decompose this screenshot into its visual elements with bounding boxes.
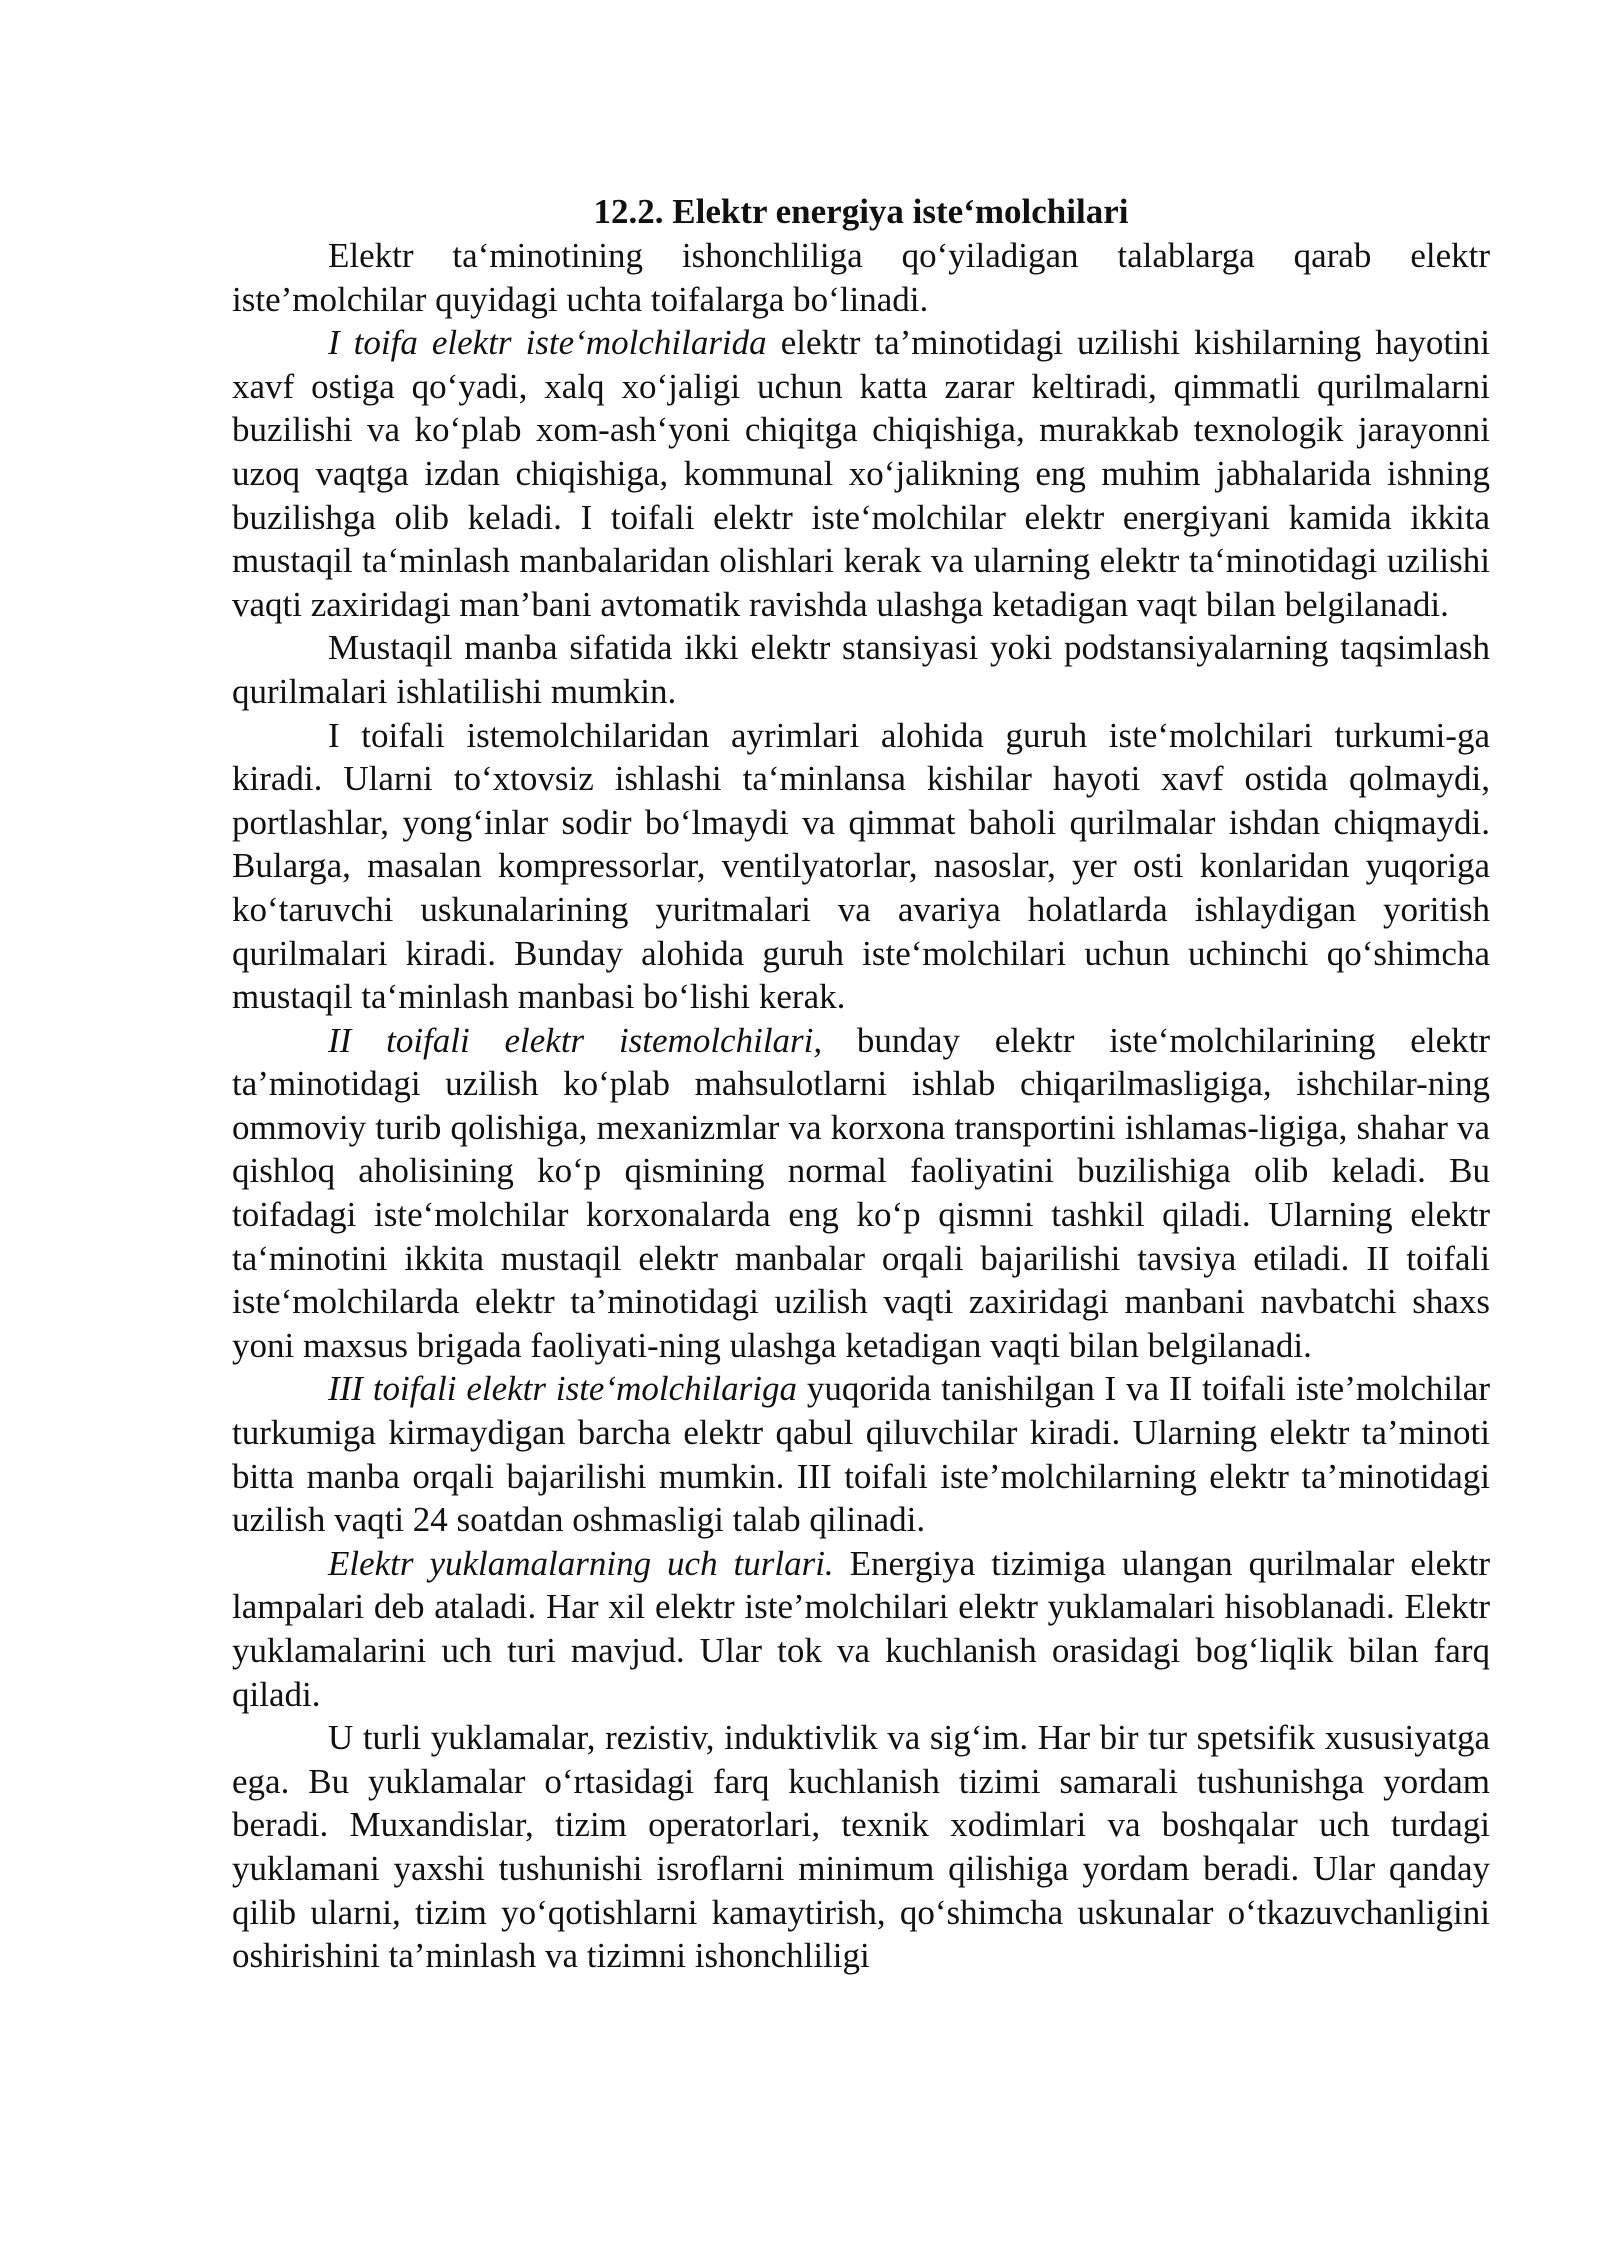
paragraph-load-details bbox=[232, 1716, 1490, 1978]
paragraph-text: I toifali istemolchilaridan ayrimlari alohida guruh iste‘molchilari turkumi-ga kiradi. Ularni to‘xtovsiz ishlashi ta‘minlansa kishilar hayoti xavf ostida qolmaydi, portlashlar, yong‘inlar sodir bo‘lmaydi va qimmat baholi qurilmalar ishdan chiqmaydi. Bularga, masalan kompressorlar, ventilyatorlar, nasoslar, yer osti konlaridan yuqoriga ko‘taruvchi uskunalarining yuritmalari va avariya holatlarda ishlaydigan yoritish qurilmalari kiradi. Bunday alohida guruh iste‘molchilari uchun uchinchi qo‘shimcha mustaqil ta‘minlash manbasi bo‘lishi kerak. bbox=[232, 715, 1490, 1017]
paragraph-text: yuqorida tanishilgan I va II toifali iste’molchilar turkumiga kirmaydigan barcha elektr qabul qiluvchilar kiradi. Ularning elektr ta’minoti bitta manba orqali bajarilishi mumkin. III toifali iste’molchilarning elektr ta’minotidagi uzilish vaqti 24 soatdan oshmasligi talab qilinadi. bbox=[232, 1369, 1490, 1540]
paragraph-lead: Elektr yuklamalarning uch turlari. bbox=[328, 1543, 834, 1583]
paragraph-independent-source bbox=[232, 626, 1490, 713]
paragraph-text: Elektr ta‘minotining ishonchliliga qo‘yiladigan talablarga qarab elektr iste’molchilar quyidagi uchta toifalarga bo‘linadi. bbox=[232, 236, 1490, 319]
paragraph-lead: I toifa elektr iste‘molchilarida bbox=[328, 323, 767, 363]
paragraph-load-types bbox=[232, 1542, 1490, 1716]
paragraph-intro bbox=[232, 234, 1490, 321]
paragraph-text: elektr ta’minotidagi uzilishi kishilarning hayotini xavf ostiga qo‘yadi, xalq xo‘jaligi uchun katta zarar keltiradi, qimmatli qurilmalarni buzilishi va ko‘plab xom-ash‘yoni chiqitga chiqishiga, murakkab texnologik jarayonni uzoq vaqtga izdan chiqishiga, kommunal xo‘jalikning eng muhim jabhalarida ishning buzilishga olib keladi. I toifali elektr iste‘molchilar elektr energiyani kamida ikkita mustaqil ta‘minlash manbalaridan olishlari kerak va ularning elektr ta‘minotidagi uzilishi vaqti zaxiridagi man’bani avtomatik ravishda ulashga ketadigan vaqt bilan belgilanadi. bbox=[232, 323, 1490, 624]
paragraph-text: bunday elektr iste‘molchilarining elektr ta’minotidagi uzilish ko‘plab mahsulotlarni ishlab chiqarilmasligiga, ishchilar-ning ommoviy turib qolishiga, mexanizmlar va korxona transportini ishlamas-ligiga, shahar va qishloq aholisining ko‘p qismining normal faoliyatini buzilishiga olib keladi. Bu toifadagi iste‘molchilar korxonalarda eng ko‘p qismni tashkil qiladi. Ularning elektr ta‘minotini ikkita mustaqil elektr manbalar orqali bajarilishi tavsiya etiladi. II toifali iste‘molchilarda elektr ta’minotidagi uzilish vaqti zaxiridagi manbani navbatchi shaxs yoni maxsus brigada faoliyati-ning ulashga ketadigan vaqti bilan belgilanadi. bbox=[232, 1020, 1490, 1365]
paragraph-text: Mustaqil manba sifatida ikki elektr stansiyasi yoki podstansiyalarning taqsimlash qurilmalari ishlatilishi mumkin. bbox=[232, 628, 1490, 711]
paragraph-category-3 bbox=[232, 1367, 1490, 1541]
paragraph-special-group bbox=[232, 714, 1490, 1019]
paragraph-lead: II toifali elektr istemolchilari, bbox=[328, 1020, 823, 1060]
section-title: 12.2. Elektr energiya iste‘molchilari bbox=[593, 192, 1129, 231]
document-page bbox=[232, 190, 1490, 1978]
paragraph-category-1 bbox=[232, 321, 1490, 626]
paragraph-text: Energiya tizimiga ulangan qurilmalar elektr lampalari deb ataladi. Har xil elektr iste’molchilari elektr yuklamalari hisoblanadi. Elektr yuklamalarini uch turi mavjud. Ular tok va kuchlanish orasidagi bog‘liqlik bilan farq qiladi. bbox=[232, 1543, 1490, 1714]
paragraph-lead: III toifali elektr iste‘molchilariga bbox=[328, 1369, 797, 1409]
paragraph-text: U turli yuklamalar, rezistiv, induktivlik va sig‘im. Har bir tur spetsifik xususiyatga ega. Bu yuklamalar o‘rtasidagi farq kuchlanish tizimi samarali tushunishga yordam beradi. Muxandislar, tizim operatorlari, texnik xodimlari va boshqalar uch turdagi yuklamani yaxshi tushunishi isroflarni minimum qilishiga yordam beradi. Ular qanday qilib ularni, tizim yo‘qotishlarni kamaytirish, qo‘shimcha uskunalar o‘tkazuvchanligini oshirishini ta’minlash va tizimni ishonchliligi bbox=[232, 1718, 1490, 1976]
paragraph-category-2 bbox=[232, 1019, 1490, 1368]
